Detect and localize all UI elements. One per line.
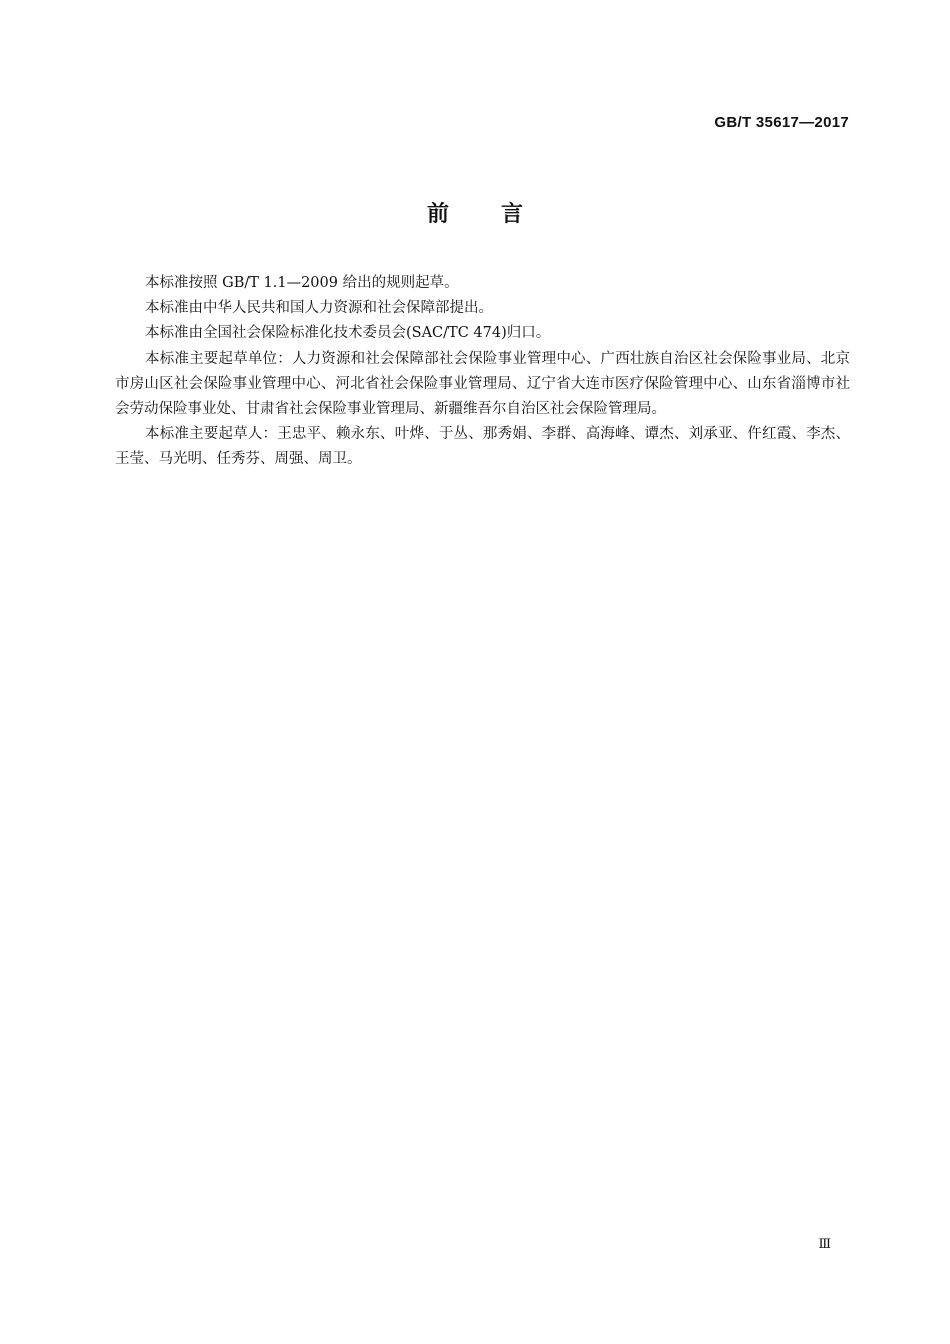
paragraph-drafters: 本标准主要起草人：王忠平、赖永东、叶烨、于丛、那秀娟、李群、高海峰、谭杰、刘承亚、仵红霞、李杰、王莹、马光明、任秀芬、周强、周卫。	[115, 426, 850, 468]
paragraph-drafting-organizations: 本标准主要起草单位：人力资源和社会保障部社会保险事业管理中心、广西壮族自治区社会保险事业局、北京市房山区社会保险事业管理中心、河北省社会保险事业管理局、辽宁省大连市医疗保险管理中心、山东省淄博市社会劳动保险事业处、甘肃省社会保险事业管理局、新疆维吾尔自治区社会保险管理局。	[115, 350, 850, 418]
standard-code: GB/T 35617—2017	[714, 114, 849, 131]
paragraph-proposed-by: 本标准由中华人民共和国人力资源和社会保障部提出。	[145, 300, 493, 317]
page-title	[0, 197, 950, 228]
page-title-char-1: 前	[426, 202, 449, 227]
page-title-char-2: 言	[501, 202, 524, 227]
foreword-body	[115, 271, 850, 473]
page-number: Ⅲ	[818, 1237, 830, 1252]
paragraph-drafting-rules: 本标准按照 GB/T 1.1—2009 给出的规则起草。	[145, 275, 459, 291]
paragraph-under-jurisdiction: 本标准由全国社会保险标准化技术委员会(SAC/TC 474)归口。	[145, 325, 551, 342]
